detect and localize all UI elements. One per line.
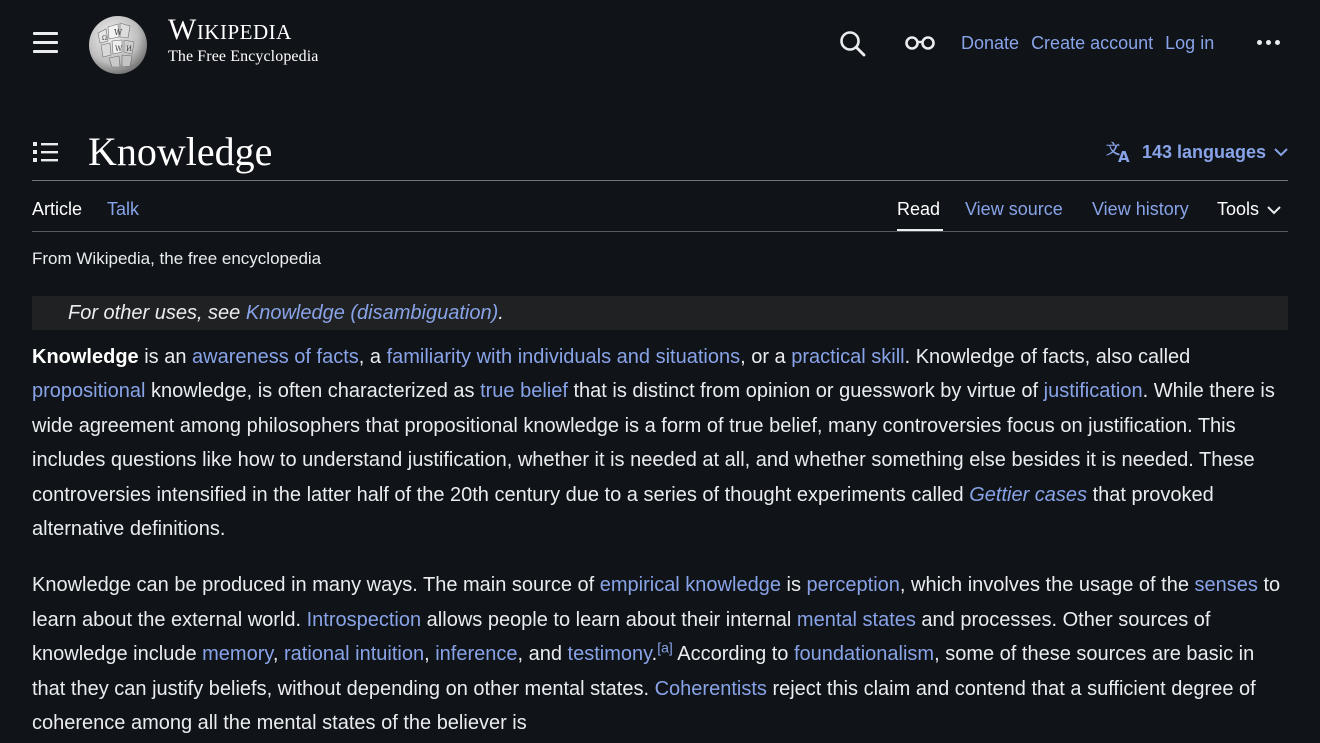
title-row [32,124,1288,180]
text-run: and processes. Other sources of knowledge include [32,608,1211,666]
text-run: that is distinct from opinion or guesswork by virtue of [567,380,1044,403]
wiki-link[interactable]: Introspection [306,608,422,631]
translate-icon [1106,140,1134,164]
wiki-link[interactable]: inference [435,643,518,666]
tools-dropdown[interactable] [1217,198,1281,220]
language-button[interactable] [1106,138,1288,166]
svg-text:A: A [1117,148,1130,164]
tab-view-history[interactable]: View history [1092,199,1189,219]
create-account-link[interactable]: Create account [1031,33,1154,53]
ellipsis-icon[interactable] [1255,32,1285,52]
wiki-link[interactable]: propositional [32,380,146,403]
wiki-link[interactable]: familiarity with individuals and situations [386,346,741,368]
tab-talk[interactable]: Talk [107,199,140,219]
user-links [961,32,1221,54]
wiki-link[interactable]: rational intuition [284,643,425,666]
site-header [0,0,1320,86]
tab-view-source[interactable]: View source [965,199,1063,219]
text-run: , a [358,346,387,368]
tab-read[interactable]: Read [897,199,941,219]
site-subtitle: From Wikipedia, the free encyclopedia [32,249,322,268]
text-run: . [651,643,658,666]
search-icon[interactable] [838,29,868,59]
text-run: , and [517,643,568,666]
svg-text:文: 文 [1105,142,1120,158]
svg-text:W: W [114,28,123,37]
hatnote-prefix: For other uses, see [68,302,246,324]
list-icon[interactable] [32,140,60,164]
svg-text:И: И [126,45,133,53]
hamburger-icon[interactable] [33,31,59,53]
text-run: Knowledge can be produced in many ways. The main source of [32,574,600,597]
title-divider [32,180,1288,181]
wiki-link[interactable]: true belief [480,380,568,403]
site-wordmark[interactable] [168,14,318,67]
text-run: knowledge, is often characterized as [145,380,481,403]
wiki-link[interactable]: justification [1043,380,1143,403]
paragraph [32,568,1288,740]
text-run: . While there is wide agreement among philosophers that propositional knowledge is a form of true belief, many controversies focus on justification. This includes questions like how to understand justification, whether it is needed at all, and whether something else besides it is needed. These controversies intensified in the latter half of the 20th century due to a series of thought experiments called [32,380,1275,506]
wiki-link[interactable]: memory [202,643,273,666]
text-run: to learn about the external world. [32,574,1281,631]
wiki-link[interactable]: Coherentists [654,677,767,700]
tab-article[interactable]: Article [32,199,83,219]
svg-text:Ω: Ω [102,35,107,42]
wiki-link[interactable]: empirical knowledge [599,574,781,597]
site-tagline: The Free Encyclopedia [168,48,319,65]
chevron-down-icon [1267,205,1281,215]
tools-label: Tools [1217,199,1260,219]
wiki-link[interactable]: practical skill [791,346,905,368]
footnote-link[interactable]: [a] [657,639,673,656]
bold-term: Knowledge [32,346,139,368]
text-run: , [424,643,436,666]
page-tabs [32,196,1288,232]
article-body [32,340,1288,740]
text-run: , which involves the usage of the [899,574,1195,597]
text-run: , or a [740,346,792,368]
tabs-divider [32,231,1288,232]
hatnote [32,296,1288,330]
text-run: , some of these sources are basic in that they can justify beliefs, without depending on other mental states. [32,643,1255,700]
text-run: According to [672,643,794,666]
text-run: , [272,643,284,666]
paragraph [32,340,1288,546]
wiki-link[interactable]: senses [1194,574,1258,597]
disambiguation-link[interactable]: Knowledge (disambiguation) [245,302,499,324]
page-title: Knowledge [88,129,273,174]
log-in-link[interactable]: Log in [1165,33,1215,53]
wiki-link[interactable]: mental states [796,608,916,631]
wiki-link[interactable]: perception [806,574,900,597]
chevron-down-icon [1274,147,1288,157]
text-run: is an [138,346,193,368]
glasses-icon[interactable] [904,33,936,53]
wiki-link[interactable]: testimony [567,643,652,666]
languages-count: 143 languages [1141,141,1266,162]
wiki-link[interactable]: foundationalism [793,643,935,666]
text-run: reject this claim and contend that a sufficient degree of coherence among all the mental states of the believer is [32,677,1256,735]
text-run: is [780,574,807,597]
svg-text:W: W [115,45,123,53]
wiki-link[interactable]: Gettier cases [969,483,1088,506]
text-run: . Knowledge of facts, also called [904,346,1191,368]
text-run: allows people to learn about their internal [421,608,797,631]
wikipedia-globe-logo[interactable] [84,11,152,75]
text-run: that provoked alternative definitions. [32,483,1214,541]
wiki-link[interactable]: awareness of facts [192,346,359,368]
hatnote-suffix: . [498,302,504,324]
donate-link[interactable]: Donate [961,33,1020,53]
site-name: Wikipedia [168,13,292,46]
